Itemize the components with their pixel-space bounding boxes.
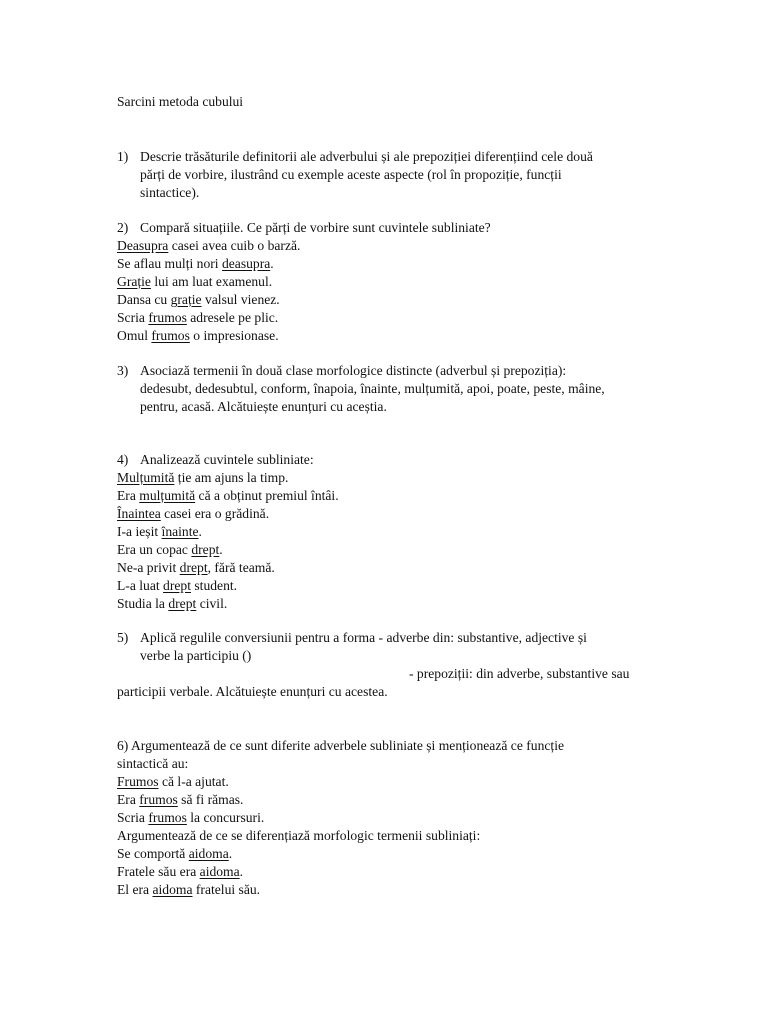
task-text: Aplică regulile conversiunii pentru a forma - adverbe din: substantive, adjective și xyxy=(140,630,587,645)
example-sentence: Grație lui am luat examenul. xyxy=(117,274,273,289)
task-number: 1) xyxy=(117,149,129,164)
example-sentence: I-a ieșit înainte. xyxy=(117,524,202,539)
task-text: dedesubt, dedesubtul, conform, înapoia, înainte, mulțumită, apoi, poate, peste, mâine, xyxy=(140,381,605,396)
task-1 xyxy=(117,148,662,202)
task-text: Asociază termenii în două clase morfologice distincte (adverbul și prepoziția): xyxy=(140,363,567,378)
task-number: 2) xyxy=(117,220,129,235)
task-text: pentru, acasă. Alcătuiește enunțuri cu aceștia. xyxy=(140,399,387,414)
underlined-word: frumos xyxy=(151,328,190,343)
task-text: Compară situațiile. Ce părți de vorbire sunt cuvintele subliniate? xyxy=(140,220,491,235)
task-text: părți de vorbire, ilustrând cu exemple aceste aspecte (rol în propoziție, funcții xyxy=(140,167,562,182)
underlined-word: drept xyxy=(179,560,208,575)
underlined-word: drept xyxy=(168,596,197,611)
example-sentence: Omul frumos o impresionase. xyxy=(117,328,279,343)
underlined-word: frumos xyxy=(148,810,187,825)
task-number: 3) xyxy=(117,363,129,378)
underlined-word: Înaintea xyxy=(117,506,161,521)
underlined-word: Frumos xyxy=(117,774,159,789)
underlined-word: aidoma xyxy=(152,882,193,897)
task-text: Analizează cuvintele subliniate: xyxy=(140,452,314,467)
task-number: 4) xyxy=(117,452,129,467)
task-5 xyxy=(117,629,662,701)
task-text: Descrie trăsăturile definitorii ale adverbului și ale prepoziției diferențiind cele două xyxy=(140,149,593,164)
example-sentence: Frumos că l-a ajutat. xyxy=(117,774,229,789)
page-title: Sarcini metoda cubului xyxy=(117,94,244,109)
example-sentence: Scria frumos la concursuri. xyxy=(117,810,265,825)
task-text: - prepoziții: din adverbe, substantive sau xyxy=(409,666,630,681)
underlined-word: aidoma xyxy=(199,864,240,879)
example-sentence: Înaintea casei era o grădină. xyxy=(117,506,270,521)
underlined-word: frumos xyxy=(139,792,178,807)
task-text: participii verbale. Alcătuiește enunțuri cu acestea. xyxy=(117,684,388,699)
task-3 xyxy=(117,362,662,416)
underlined-word: Deasupra xyxy=(117,238,169,253)
example-sentence: El era aidoma fratelui său. xyxy=(117,882,261,897)
task-text: verbe la participiu () xyxy=(140,648,252,663)
task-4 xyxy=(117,451,662,613)
underlined-word: mulțumită xyxy=(139,488,196,503)
task-number: 5) xyxy=(117,630,129,645)
example-sentence: Ne-a privit drept, fără teamă. xyxy=(117,560,275,575)
example-sentence: Se comportă aidoma. xyxy=(117,846,233,861)
task-6 xyxy=(117,737,662,899)
example-sentence: Fratele său era aidoma. xyxy=(117,864,244,879)
task-text: sintactice). xyxy=(140,185,200,200)
underlined-word: drept xyxy=(191,542,220,557)
task-text: Argumentează de ce se diferențiază morfologic termenii subliniați: xyxy=(117,828,481,843)
example-sentence: Era frumos să fi rămas. xyxy=(117,792,244,807)
underlined-word: deasupra xyxy=(221,256,271,271)
underlined-word: aidoma xyxy=(188,846,229,861)
example-sentence: Deasupra casei avea cuib o barză. xyxy=(117,238,301,253)
underlined-word: grație xyxy=(170,292,202,307)
underlined-word: Grație xyxy=(117,274,151,289)
example-sentence: L-a luat drept student. xyxy=(117,578,238,593)
task-2 xyxy=(117,219,662,345)
underlined-word: frumos xyxy=(148,310,187,325)
underlined-word: Mulțumită xyxy=(117,470,175,485)
example-sentence: Era un copac drept. xyxy=(117,542,223,557)
task-text: 6) Argumentează de ce sunt diferite adverbele subliniate și menționează ce funcție xyxy=(117,738,565,753)
example-sentence: Studia la drept civil. xyxy=(117,596,228,611)
underlined-word: drept xyxy=(163,578,191,593)
underlined-word: înainte xyxy=(161,524,199,539)
example-sentence: Dansa cu grație valsul vienez. xyxy=(117,292,280,307)
example-sentence: Scria frumos adresele pe plic. xyxy=(117,310,279,325)
task-text: sintactică au: xyxy=(117,756,189,771)
example-sentence: Se aflau mulți nori deasupra. xyxy=(117,256,274,271)
example-sentence: Era mulțumită că a obținut premiul întâi. xyxy=(117,488,339,503)
example-sentence: Mulțumită ție am ajuns la timp. xyxy=(117,470,289,485)
